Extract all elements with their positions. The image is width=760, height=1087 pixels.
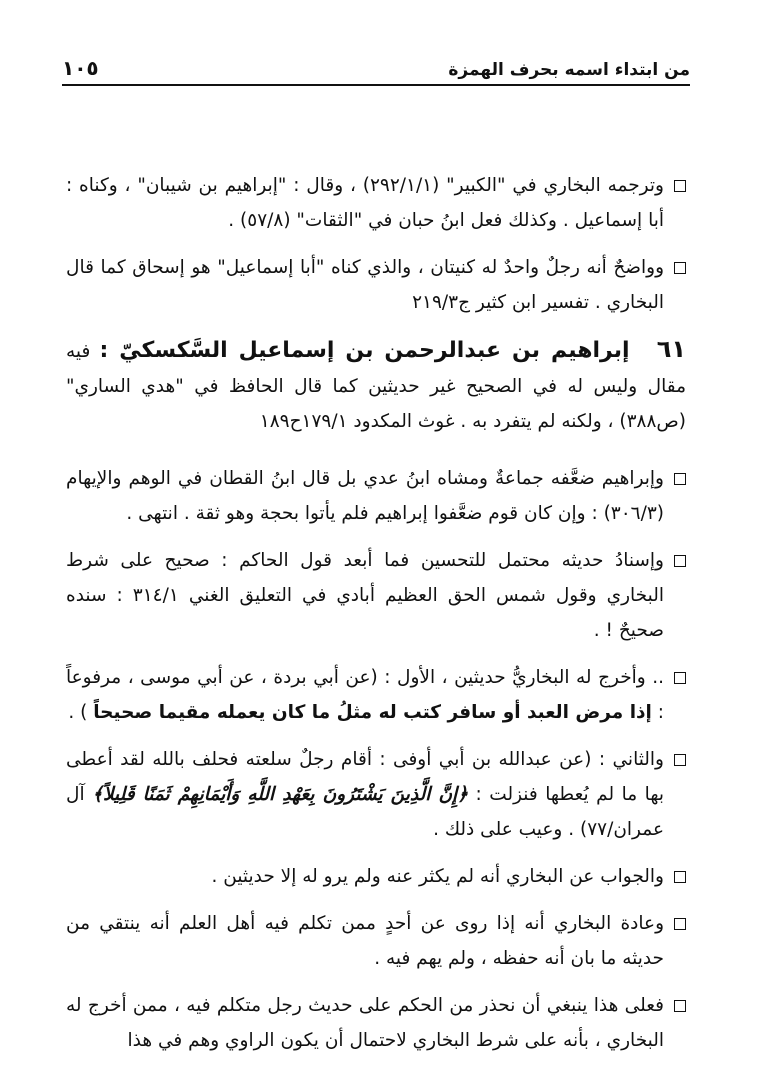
- list-item: [66, 906, 686, 976]
- checkbox-bullet-icon: [674, 262, 686, 274]
- paragraph-text: والجواب عن البخاري أنه لم يكثر عنه ولم يرو له إلا حديثين .: [211, 866, 664, 887]
- checkbox-bullet-icon: [674, 918, 686, 930]
- paragraph-text: وإسنادُ حديثه محتمل للتحسين فما أبعد قول الحاكم : صحيح على شرط البخاري وقول شمس الحق العظيم أبادي في التعليق الغني ٣١٤/١ : سنده صحيحٌ ! .: [66, 550, 664, 641]
- list-item: [66, 250, 686, 320]
- entry-text: فيه مقال وليس له في الصحيح غير حديثين كما قال الحافظ في "هدي الساري" (ص٣٨٨) ، ولكنه لم يتفرد به . غوث المكدود ١٧٩/١ح١٨٩: [66, 341, 686, 432]
- paragraph-text: وترجمه البخاري في "الكبير" (٢٩٢/١/١) ، وقال : "إبراهيم بن شيبان" ، وكناه : أبا إسماعيل . وكذلك فعل ابنُ حبان في "الثقات" (٥٧/٨) .: [66, 175, 664, 231]
- paragraph-text: وعادة البخاري أنه إذا روى عن أحدٍ ممن تكلم فيه أهل العلم أنه ينتقي من حديثه ما بان أنه حفظه ، ولم يهم فيه .: [66, 913, 664, 969]
- running-title: من ابتداء اسمه بحرف الهمزة: [448, 60, 690, 80]
- checkbox-bullet-icon: [674, 555, 686, 567]
- checkbox-bullet-icon: [674, 871, 686, 883]
- paragraph-text: آل عمران/٧٧) . وعيب على ذلك .: [66, 784, 664, 840]
- list-item: [66, 988, 686, 1058]
- list-item: [66, 742, 686, 847]
- list-item: [66, 461, 686, 531]
- paragraph-text: وإبراهيم ضعَّفه جماعةٌ ومشاه ابنُ عدي بل قال ابنُ القطان في الوهم والإيهام (٣٠٦/٣) : وإن كان قوم ضعَّفوا إبراهيم فلم يأتوا بحجة وهو ثقة . انتهى .: [66, 468, 664, 524]
- list-item: [66, 859, 686, 894]
- paragraph-text: والثاني : (عن عبدالله بن أبي أوفى : أقام رجلٌ سلعته فحلف بالله لقد أعطى بها ما لم يُعطها فنزلت :: [66, 749, 664, 805]
- paragraph-text: ) .: [68, 702, 88, 723]
- list-item: [66, 168, 686, 238]
- checkbox-bullet-icon: [674, 473, 686, 485]
- page-header: [62, 40, 690, 86]
- paragraph-text: .. وأخرج له البخاريُّ حديثين ، الأول : (عن أبي بردة ، عن أبي موسى ، مرفوعاً :: [66, 667, 664, 723]
- list-item: [66, 660, 686, 730]
- paragraph-text: فعلى هذا ينبغي أن نحذر من الحكم على حديث رجل متكلم فيه ، ممن أخرج له البخاري ، بأنه على شرط البخاري لاحتمال أن يكون الراوي وهم في هذا: [66, 995, 664, 1051]
- hadith-text: إذا مرض العبد أو سافر كتب له مثلُ ما كان يعمله مقيما صحيحاً: [93, 702, 652, 723]
- entry-number: ٦١: [656, 335, 686, 363]
- entry-name: إبراهيم بن عبدالرحمن بن إسماعيل السَّكسكيّ :: [99, 338, 630, 363]
- page-body: [66, 168, 686, 1070]
- checkbox-bullet-icon: [674, 180, 686, 192]
- checkbox-bullet-icon: [674, 672, 686, 684]
- checkbox-bullet-icon: [674, 754, 686, 766]
- narrator-entry: [66, 332, 686, 439]
- checkbox-bullet-icon: [674, 1000, 686, 1012]
- paragraph-text: وواضحٌ أنه رجلٌ واحدٌ له كنيتان ، والذي كناه "أبا إسماعيل" هو إسحاق كما قال البخاري . تفسير ابن كثير ج٢١٩/٣: [66, 257, 664, 313]
- list-item: [66, 543, 686, 648]
- quran-verse: ﴿إِنَّ الَّذِينَ يَشْتَرُونَ بِعَهْدِ اللَّهِ وَأَيْمَانِهِمْ ثَمَنًا قَلِيلاً﴾: [92, 784, 469, 805]
- page-number: ١٠٥: [62, 56, 99, 80]
